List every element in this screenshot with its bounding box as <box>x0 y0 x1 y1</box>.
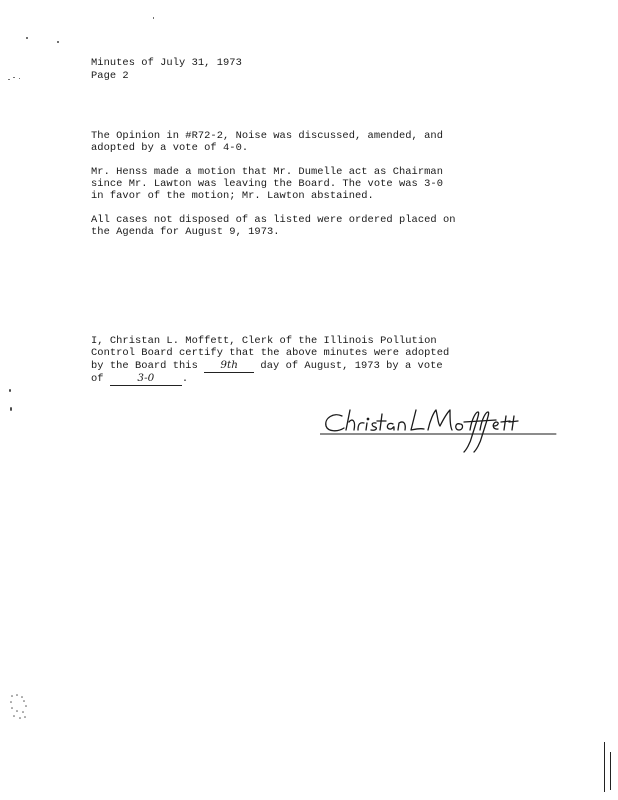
scan-speck <box>26 37 28 39</box>
paragraph-line: adopted by a vote of 4-0. <box>91 142 249 154</box>
certification-line <box>91 372 188 386</box>
scan-speck <box>10 407 12 411</box>
scan-edge-line <box>604 742 605 792</box>
paragraph-line: in favor of the motion; Mr. Lawton abstained. <box>91 190 374 202</box>
handwritten-signature <box>320 404 560 460</box>
scan-edge-line <box>610 752 611 790</box>
certification-line: Control Board certify that the above minutes were adopted <box>91 347 450 359</box>
vote-blank: 3-0 <box>110 372 182 386</box>
paragraph-line: the Agenda for August 9, 1973. <box>91 226 280 238</box>
punch-hole-mark <box>8 692 30 722</box>
certification-line <box>91 359 443 373</box>
paragraph-line: The Opinion in #R72-2, Noise was discussed, amended, and <box>91 130 443 142</box>
header-page: Page 2 <box>91 70 129 82</box>
certification-text: day of August, 1973 by a vote <box>254 360 443 372</box>
day-blank: 9th <box>204 359 254 373</box>
paragraph-line: since Mr. Lawton was leaving the Board. The vote was 3-0 <box>91 178 443 190</box>
paragraph-line: All cases not disposed of as listed were ordered placed on <box>91 214 456 226</box>
certification-text: by the Board this <box>91 360 205 372</box>
scan-speck <box>153 17 154 19</box>
certification-text: . <box>181 373 189 385</box>
certification-line: I, Christan L. Moffett, Clerk of the Illinois Pollution <box>91 335 437 347</box>
paragraph-line: Mr. Henss made a motion that Mr. Dumelle act as Chairman <box>91 166 443 178</box>
scan-speck <box>8 79 10 80</box>
header-date: Minutes of July 31, 1973 <box>91 57 242 69</box>
scan-speck <box>13 77 15 78</box>
certification-text: of <box>91 373 110 385</box>
scan-speck <box>9 389 11 392</box>
scan-speck <box>57 41 59 43</box>
scan-speck <box>19 78 20 79</box>
